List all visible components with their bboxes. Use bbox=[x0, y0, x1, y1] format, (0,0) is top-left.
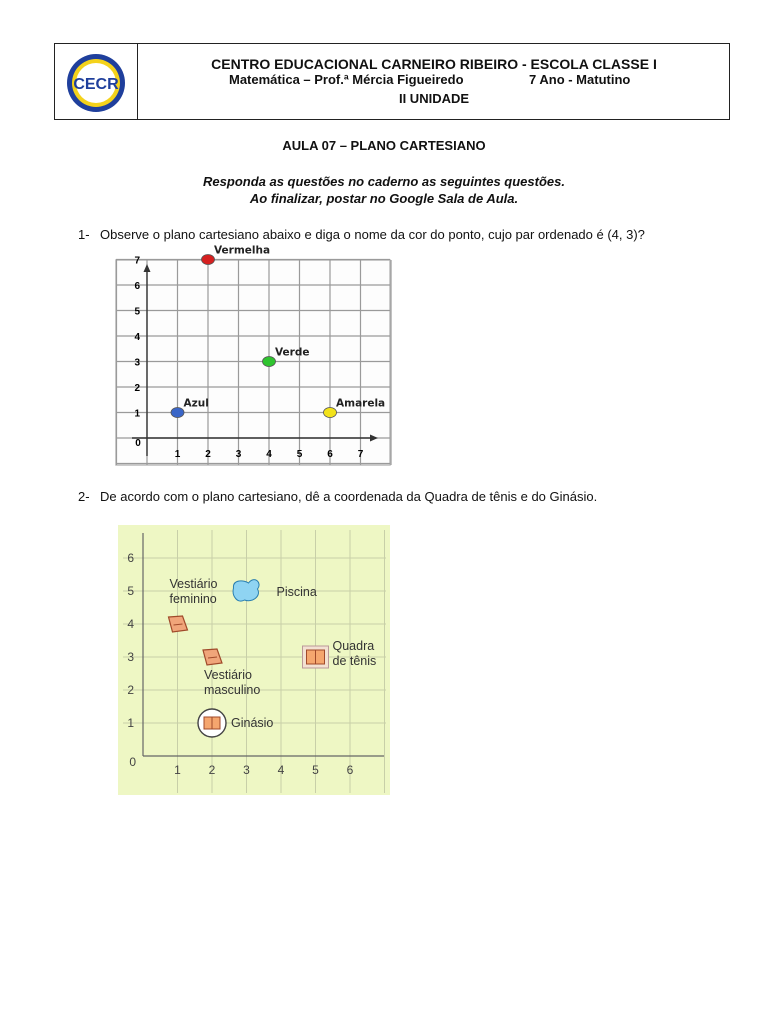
place-label-line: Ginásio bbox=[231, 716, 274, 730]
school-logo bbox=[65, 52, 127, 114]
place-label bbox=[204, 668, 260, 697]
instruction-line-2: Ao finalizar, postar no Google Sala de Aula. bbox=[249, 191, 519, 206]
place-label-line: feminino bbox=[169, 592, 217, 606]
y-tick-label: 4 bbox=[134, 332, 140, 343]
logo-text: CECR bbox=[73, 76, 119, 93]
place-label-line: Vestiário bbox=[169, 577, 218, 591]
y-tick-label: 6 bbox=[127, 551, 134, 565]
x-tick-label: 5 bbox=[312, 763, 319, 777]
data-point bbox=[171, 408, 184, 418]
y-tick-label: 7 bbox=[134, 255, 140, 267]
cartesian-plane-map bbox=[118, 525, 390, 801]
place-label-line: Vestiário bbox=[204, 668, 252, 682]
chart-frame bbox=[116, 260, 390, 465]
pool-shape bbox=[233, 580, 259, 601]
data-point bbox=[202, 255, 215, 265]
y-tick-label: 5 bbox=[134, 306, 140, 318]
question-2 bbox=[78, 489, 597, 504]
unit-label: II UNIDADE bbox=[398, 91, 470, 106]
point-label: Azul bbox=[183, 397, 209, 410]
x-tick-label: 1 bbox=[174, 763, 181, 777]
question-text: De acordo com o plano cartesiano, dê a coordenada da Quadra de tênis e do Ginásio. bbox=[100, 489, 598, 504]
data-point bbox=[324, 408, 337, 418]
question-1 bbox=[78, 227, 645, 242]
place-label bbox=[277, 585, 317, 599]
x-tick-label: 6 bbox=[346, 763, 354, 777]
x-tick-label: 4 bbox=[266, 449, 272, 460]
place-label-line: Piscina bbox=[276, 585, 317, 599]
subject-teacher: Matemática – Prof.ª Mércia Figueiredo bbox=[229, 72, 464, 87]
court-icon bbox=[303, 646, 329, 668]
point-label: Verde bbox=[275, 346, 310, 359]
school-name: CENTRO EDUCACIONAL CARNEIRO RIBEIRO - ESCOLA CLASSE I bbox=[211, 56, 657, 72]
lesson-title: AULA 07 – PLANO CARTESIANO bbox=[282, 138, 486, 153]
question-number: 1- bbox=[78, 227, 90, 242]
place-label-line: Quadra bbox=[332, 639, 375, 653]
y-tick-label: 1 bbox=[127, 716, 134, 730]
place-label-line: de tênis bbox=[332, 654, 377, 668]
y-tick-label: 3 bbox=[127, 650, 134, 664]
origin-label: 0 bbox=[129, 755, 136, 769]
x-tick-label: 5 bbox=[296, 449, 303, 460]
origin-label: 0 bbox=[135, 438, 141, 449]
x-tick-label: 2 bbox=[208, 763, 216, 777]
y-tick-label: 4 bbox=[127, 617, 134, 631]
x-tick-label: 4 bbox=[277, 763, 285, 777]
instruction-line-1: Responda as questões no caderno as seguintes questões. bbox=[203, 174, 565, 189]
place-label bbox=[170, 577, 218, 606]
place-label bbox=[231, 716, 273, 730]
cartesian-plane-colors bbox=[114, 244, 394, 470]
logo-cell bbox=[55, 44, 138, 119]
data-point bbox=[263, 357, 276, 367]
y-tick-label: 2 bbox=[134, 383, 140, 394]
pool-icon bbox=[233, 580, 259, 601]
x-tick-label: 3 bbox=[235, 449, 242, 460]
x-tick-label: 3 bbox=[243, 763, 250, 777]
question-text: Observe o plano cartesiano abaixo e diga o nome da cor do ponto, cujo par ordenado é (4, 3)? bbox=[100, 227, 645, 242]
place-label bbox=[333, 639, 377, 668]
place-label-line: masculino bbox=[204, 683, 261, 697]
question-number: 2- bbox=[78, 489, 90, 504]
x-tick-label: 7 bbox=[357, 449, 364, 460]
point-label: Amarela bbox=[336, 397, 386, 410]
gym-icon bbox=[198, 709, 226, 737]
y-tick-label: 6 bbox=[134, 281, 140, 292]
y-tick-label: 2 bbox=[127, 683, 134, 697]
grade-shift: 7 Ano - Matutino bbox=[529, 72, 631, 87]
point-label: Vermelha bbox=[214, 244, 271, 257]
y-tick-label: 3 bbox=[134, 357, 140, 369]
y-tick-label: 1 bbox=[134, 408, 140, 420]
document-header bbox=[54, 43, 730, 120]
y-tick-label: 5 bbox=[127, 584, 134, 598]
x-tick-label: 6 bbox=[327, 449, 333, 460]
x-tick-label: 1 bbox=[174, 449, 181, 460]
x-tick-label: 2 bbox=[205, 449, 211, 460]
